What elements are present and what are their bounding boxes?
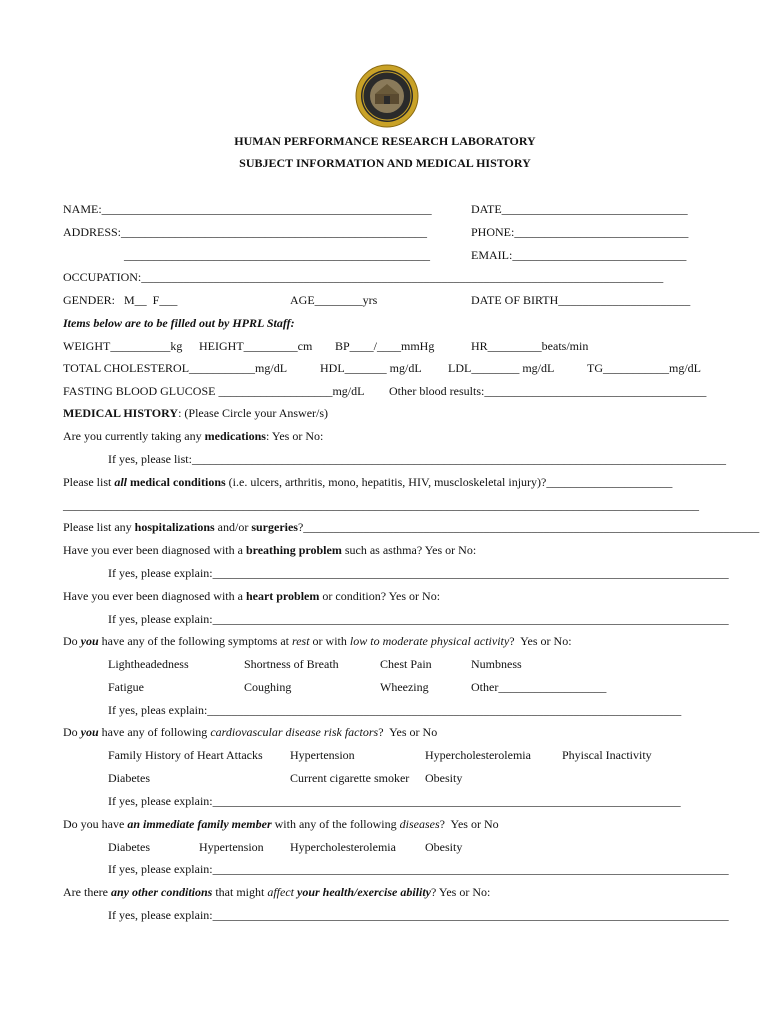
hospitalizations-question[interactable]: Please list any hospitalizations and/or surgeries?____________________________________________________________________________ — [63, 520, 760, 534]
other-conditions-explain-field[interactable]: If yes, please explain:______________________________________________________________________________________ — [108, 908, 729, 922]
symptom-option[interactable]: Lightheadedness — [108, 657, 189, 671]
risk-option[interactable]: Family History of Heart Attacks — [108, 748, 263, 762]
risk-option[interactable]: Current cigarette smoker — [290, 771, 410, 785]
risk-option[interactable]: Hypertension — [290, 748, 355, 762]
form-subtitle: SUBJECT INFORMATION AND MEDICAL HISTORY — [239, 156, 531, 170]
symptom-option[interactable]: Wheezing — [380, 680, 429, 694]
family-history-question: Do you have an immediate family member with any of the following diseases? Yes or No — [63, 817, 499, 831]
bp-field[interactable]: BP____/____mmHg — [335, 339, 435, 353]
family-option[interactable]: Hypercholesterolemia — [290, 840, 396, 854]
address-line-2[interactable]: ___________________________________________________ — [124, 248, 430, 262]
risk-factors-question: Do you have any of following cardiovascular disease risk factors? Yes or No — [63, 725, 438, 739]
symptom-other-field[interactable]: Other__________________ — [471, 680, 607, 694]
hdl-field[interactable]: HDL_______ mg/dL — [320, 361, 422, 375]
breathing-explain-field[interactable]: If yes, please explain:______________________________________________________________________________________ — [108, 566, 729, 580]
heart-explain-field[interactable]: If yes, please explain:______________________________________________________________________________________ — [108, 612, 729, 626]
age-field[interactable]: AGE________yrs — [290, 293, 378, 307]
ldl-field[interactable]: LDL________ mg/dL — [448, 361, 555, 375]
phone-field[interactable]: PHONE:_____________________________ — [471, 225, 689, 239]
conditions-question[interactable]: Please list all medical conditions (i.e. ulcers, arthritis, mono, hepatitis, HIV, muscloskeletal injury)?_____________________ — [63, 475, 673, 489]
medical-history-heading: MEDICAL HISTORY: (Please Circle your Answer/s) — [63, 406, 329, 420]
tg-field[interactable]: TG___________mg/dL — [587, 361, 701, 375]
email-field[interactable]: EMAIL:_____________________________ — [471, 248, 687, 262]
risk-explain-field[interactable]: If yes, please explain:______________________________________________________________________________ — [108, 794, 681, 808]
symptom-option[interactable]: Numbness — [471, 657, 522, 671]
medications-question: Are you currently taking any medications: Yes or No: — [63, 429, 324, 443]
other-blood-field[interactable]: Other blood results:_____________________________________ — [389, 384, 707, 398]
risk-option[interactable]: Obesity — [425, 771, 463, 785]
glucose-field[interactable]: FASTING BLOOD GLUCOSE ___________________mg/dL — [63, 384, 365, 398]
university-seal-logo — [355, 64, 419, 128]
symptom-option[interactable]: Chest Pain — [380, 657, 432, 671]
date-field[interactable]: DATE_______________________________ — [471, 202, 688, 216]
family-option[interactable]: Obesity — [425, 840, 463, 854]
weight-field[interactable]: WEIGHT__________kg — [63, 339, 183, 353]
symptoms-question: Do you have any of the following symptoms at rest or with low to moderate physical activity? Yes or No: — [63, 634, 572, 648]
risk-option[interactable]: Hypercholesterolemia — [425, 748, 531, 762]
risk-option[interactable]: Phyiscal Inactivity — [562, 748, 652, 762]
occupation-field[interactable]: OCCUPATION:_______________________________________________________________________________________ — [63, 270, 664, 284]
height-field[interactable]: HEIGHT_________cm — [199, 339, 313, 353]
symptom-option[interactable]: Coughing — [244, 680, 292, 694]
gender-field[interactable]: GENDER: M__ F___ — [63, 293, 178, 307]
cholesterol-field[interactable]: TOTAL CHOLESTEROL___________mg/dL — [63, 361, 288, 375]
family-explain-field[interactable]: If yes, please explain:______________________________________________________________________________________ — [108, 862, 729, 876]
dob-field[interactable]: DATE OF BIRTH______________________ — [471, 293, 691, 307]
heart-question: Have you ever been diagnosed with a heart problem or condition? Yes or No: — [63, 589, 441, 603]
risk-option[interactable]: Diabetes — [108, 771, 150, 785]
medications-list-field[interactable]: If yes, please list:_________________________________________________________________________________________ — [108, 452, 726, 466]
hr-field[interactable]: HR_________beats/min — [471, 339, 589, 353]
symptoms-explain-field[interactable]: If yes, pleas explain:_______________________________________________________________________________ — [108, 703, 682, 717]
conditions-line[interactable]: __________________________________________________________________________________________________________ — [63, 498, 699, 512]
symptom-option[interactable]: Shortness of Breath — [244, 657, 339, 671]
breathing-question: Have you ever been diagnosed with a breathing problem such as asthma? Yes or No: — [63, 543, 477, 557]
name-field[interactable]: NAME:_______________________________________________________ — [63, 202, 432, 216]
form-title: HUMAN PERFORMANCE RESEARCH LABORATORY — [234, 134, 536, 148]
staff-note: Items below are to be filled out by HPRL Staff: — [63, 316, 295, 330]
other-conditions-question: Are there any other conditions that might affect your health/exercise ability? Yes or No: — [63, 885, 491, 899]
symptom-option[interactable]: Fatigue — [108, 680, 144, 694]
family-option[interactable]: Hypertension — [199, 840, 264, 854]
address-field[interactable]: ADDRESS:___________________________________________________ — [63, 225, 428, 239]
family-option[interactable]: Diabetes — [108, 840, 150, 854]
